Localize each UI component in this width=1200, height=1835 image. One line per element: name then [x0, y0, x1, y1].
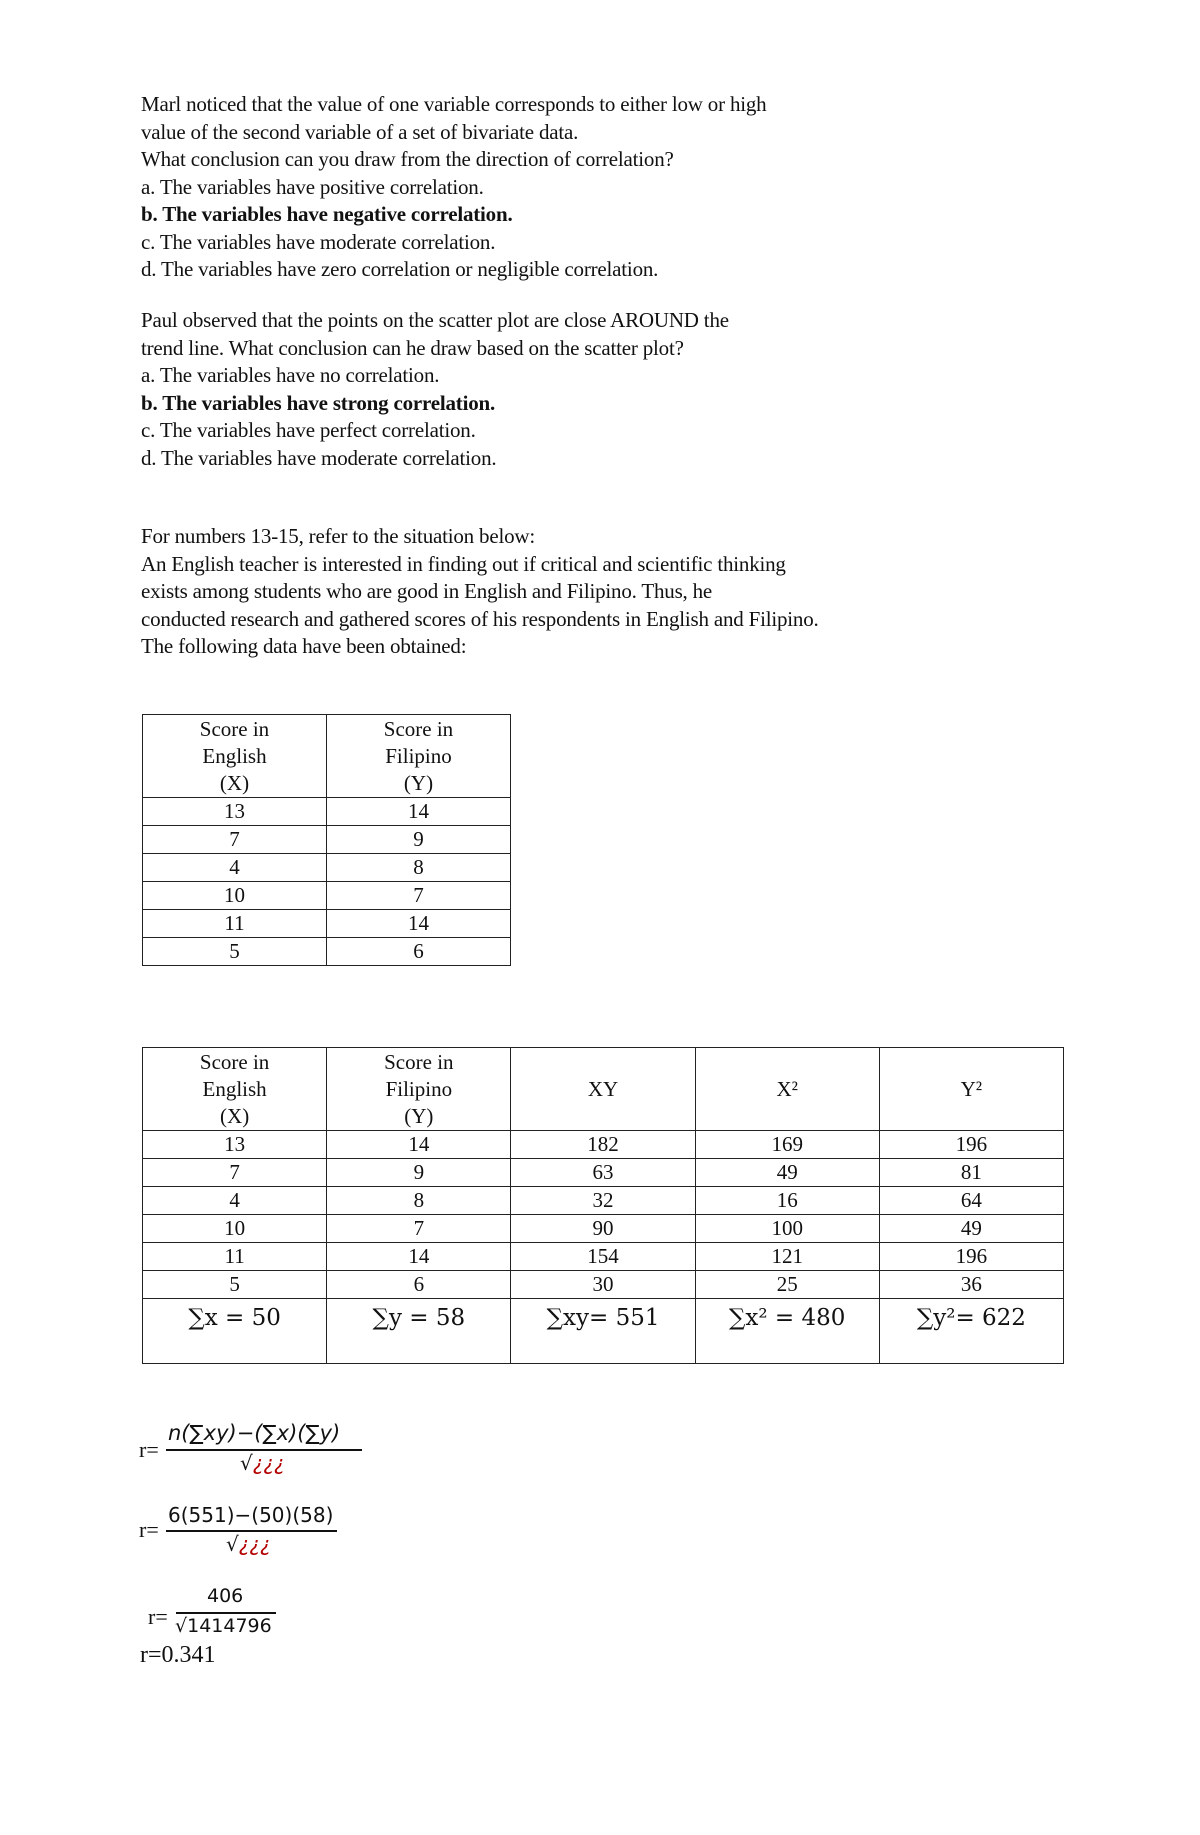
header-line: Filipino	[385, 1076, 453, 1101]
header-english	[143, 715, 327, 798]
question-1-option-c: c. The variables have moderate correlation.	[141, 229, 496, 254]
cell-y-squared: 196	[879, 1131, 1063, 1159]
header-line: Score in	[199, 716, 270, 741]
sum-x-squared: ∑x² = 480	[695, 1299, 879, 1364]
cell-y-squared: 81	[879, 1159, 1063, 1187]
header-xy: XY	[511, 1048, 695, 1131]
cell-x: 4	[143, 1187, 327, 1215]
cell-x-squared: 121	[695, 1243, 879, 1271]
garbled-denominator: ¿¿¿	[238, 1532, 271, 1556]
sum-xy: ∑xy= 551	[511, 1299, 695, 1364]
cell-x-squared: 25	[695, 1271, 879, 1299]
table-row	[143, 1159, 1064, 1187]
situation-line: For numbers 13-15, refer to the situation below:	[141, 524, 535, 548]
table-row	[143, 1271, 1064, 1299]
scores-table	[142, 714, 511, 966]
table-row	[143, 1215, 1064, 1243]
cell-x: 7	[143, 1159, 327, 1187]
header-line: (X)	[219, 770, 250, 795]
cell-x: 13	[143, 1131, 327, 1159]
r-label: r=	[139, 1437, 159, 1462]
table-row	[143, 938, 511, 966]
sum-y-squared: ∑y²= 622	[879, 1299, 1063, 1364]
header-english	[143, 1048, 327, 1131]
header-line: (Y)	[404, 1103, 434, 1128]
cell-xy: 154	[511, 1243, 695, 1271]
question-2-stem-line: trend line. What conclusion can he draw based on the scatter plot?	[141, 335, 684, 360]
table-row	[143, 910, 511, 938]
table-header-row	[143, 715, 511, 798]
situation-text	[141, 523, 819, 661]
cell-y-squared: 196	[879, 1243, 1063, 1271]
cell-y: 6	[326, 938, 510, 966]
cell-xy: 30	[511, 1271, 695, 1299]
cell-x: 10	[143, 882, 327, 910]
header-line: English	[202, 1076, 267, 1101]
cell-xy: 63	[511, 1159, 695, 1187]
situation-line: The following data have been obtained:	[141, 634, 467, 658]
header-line: English	[202, 743, 267, 768]
table-row	[143, 826, 511, 854]
cell-x: 13	[143, 798, 327, 826]
r-label: r=	[139, 1517, 159, 1542]
table-row	[143, 854, 511, 882]
cell-y-squared: 36	[879, 1271, 1063, 1299]
table-row	[143, 1187, 1064, 1215]
header-line: (Y)	[403, 770, 434, 795]
cell-xy: 90	[511, 1215, 695, 1243]
question-1-stem-line: Marl noticed that the value of one variable corresponds to either low or high	[141, 92, 767, 116]
table-row	[143, 882, 511, 910]
cell-y: 14	[326, 910, 510, 938]
sum-row	[143, 1299, 1064, 1364]
cell-x-squared: 100	[695, 1215, 879, 1243]
question-2	[141, 307, 729, 472]
sqrt-symbol: √	[240, 1451, 253, 1475]
sqrt-symbol: √	[226, 1532, 239, 1556]
formula-numerator: n(∑xy)−(∑x)(∑y)	[168, 1421, 341, 1445]
sum-x: ∑x = 50	[143, 1299, 327, 1364]
question-2-option-b-answer: b. The variables have strong correlation.	[141, 390, 496, 415]
cell-y: 14	[327, 1131, 511, 1159]
cell-y: 7	[327, 1215, 511, 1243]
header-line: Score in	[383, 716, 454, 741]
formula-denominator	[226, 1532, 271, 1556]
cell-xy: 182	[511, 1131, 695, 1159]
formula-numerator: 406	[207, 1585, 244, 1607]
question-1	[141, 91, 766, 284]
correlation-result: r=0.341	[140, 1642, 216, 1668]
cell-y: 14	[326, 798, 510, 826]
computation-table	[142, 1047, 1064, 1364]
situation-line: An English teacher is interested in finding out if critical and scientific thinking	[141, 551, 786, 576]
cell-y: 6	[327, 1271, 511, 1299]
question-1-option-a: a. The variables have positive correlation.	[141, 174, 484, 199]
cell-y: 9	[327, 1159, 511, 1187]
question-2-option-a: a. The variables have no correlation.	[141, 363, 440, 387]
formula-numerator: 6(551)−(50)(58)	[168, 1503, 334, 1527]
cell-x: 4	[143, 854, 327, 882]
cell-x: 5	[143, 938, 327, 966]
header-y-squared: Y²	[879, 1048, 1063, 1131]
situation-line: exists among students who are good in English and Filipino. Thus, he	[141, 579, 713, 603]
fraction-bar	[176, 1612, 276, 1614]
header-line: Filipino	[385, 743, 452, 768]
header-x-squared: X²	[695, 1048, 879, 1131]
r-label: r=	[148, 1604, 168, 1629]
table-header-row	[143, 1048, 1064, 1131]
table-row	[143, 798, 511, 826]
cell-xy: 32	[511, 1187, 695, 1215]
sum-y: ∑y = 58	[327, 1299, 511, 1364]
cell-x: 11	[143, 1243, 327, 1271]
question-2-option-c: c. The variables have perfect correlation.	[141, 418, 476, 442]
cell-y: 14	[327, 1243, 511, 1271]
cell-x-squared: 169	[695, 1131, 879, 1159]
situation-line: conducted research and gathered scores of his respondents in English and Filipino.	[141, 606, 819, 631]
question-1-stem-line: value of the second variable of a set of bivariate data.	[141, 119, 579, 144]
cell-y: 7	[326, 882, 510, 910]
garbled-denominator: ¿¿¿	[252, 1451, 285, 1475]
cell-y: 8	[326, 854, 510, 882]
cell-y-squared: 64	[879, 1187, 1063, 1215]
cell-x: 7	[143, 826, 327, 854]
header-line: Score in	[199, 1049, 270, 1074]
header-line: Score in	[384, 1049, 454, 1074]
question-1-option-b-answer: b. The variables have negative correlation.	[141, 202, 513, 226]
cell-x: 10	[143, 1215, 327, 1243]
formula-denominator: √1414796	[175, 1615, 272, 1637]
header-filipino	[327, 1048, 511, 1131]
cell-x: 5	[143, 1271, 327, 1299]
cell-x: 11	[143, 910, 327, 938]
question-1-stem-line: What conclusion can you draw from the direction of correlation?	[141, 147, 674, 171]
question-2-option-d: d. The variables have moderate correlation.	[141, 445, 497, 470]
cell-x-squared: 49	[695, 1159, 879, 1187]
cell-y: 9	[326, 826, 510, 854]
header-line: (X)	[220, 1103, 250, 1128]
table-row	[143, 1243, 1064, 1271]
cell-y-squared: 49	[879, 1215, 1063, 1243]
formula-denominator	[240, 1451, 285, 1475]
cell-y: 8	[327, 1187, 511, 1215]
question-2-stem-line: Paul observed that the points on the scatter plot are close AROUND the	[141, 308, 729, 332]
cell-x-squared: 16	[695, 1187, 879, 1215]
question-1-option-d: d. The variables have zero correlation or negligible correlation.	[141, 257, 659, 281]
table-row	[143, 1131, 1064, 1159]
header-filipino	[326, 715, 510, 798]
